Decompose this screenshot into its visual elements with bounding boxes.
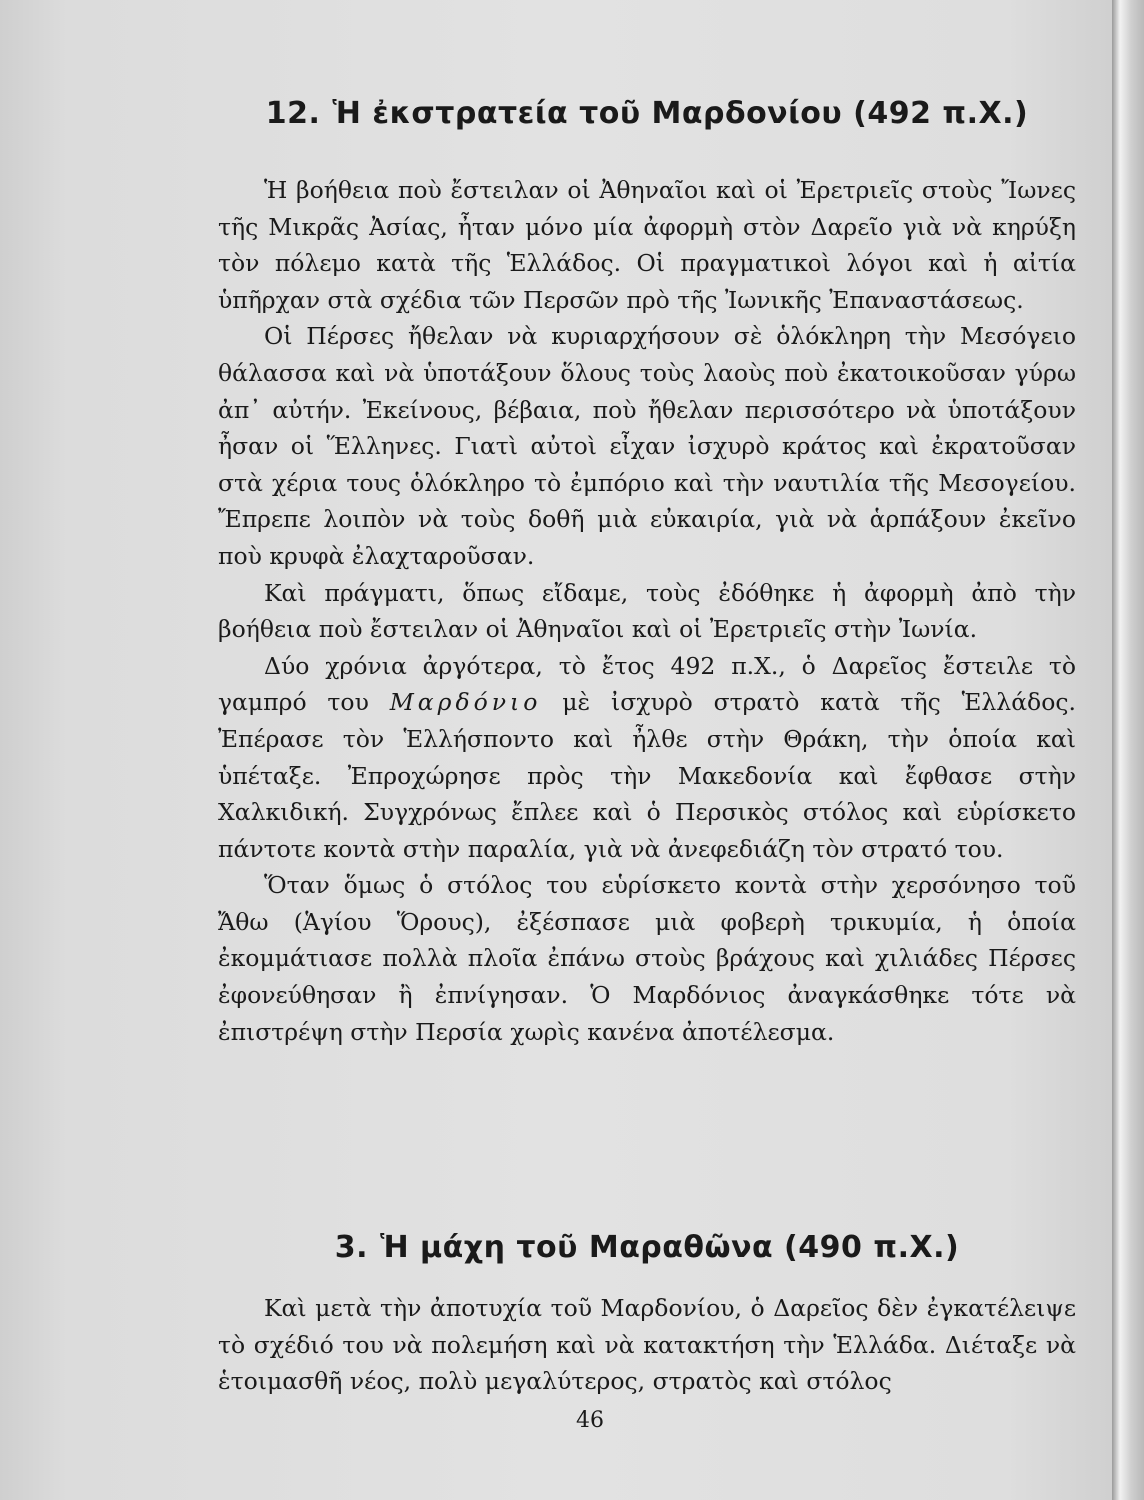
paragraph-pretext: Καὶ πράγματι, ὅπως εἴδαμε, τοὺς ἐδόθηκε ἡ ἀφορμὴ ἀπὸ τὴν βοήθεια ποὺ ἔστειλαν οἱ Ἀθηναῖοι καὶ οἱ Ἐρετριεῖς στὴν Ἰωνία. [218, 578, 1076, 644]
section-3-body [218, 1290, 1076, 1400]
section-12-heading [218, 96, 1076, 131]
paragraph-persian-ambitions: Οἱ Πέρσες ἤθελαν νὰ κυριαρχήσουν σὲ ὁλόκληρη τὴν Μεσόγειο θάλασσα καὶ νὰ ὑποτάξουν ὅλους τοὺς λαοὺς ποὺ ἐκατοικοῦσαν γύρω ἀπ᾽ αὐτήν. Ἐκείνους, βέβαια, ποὺ ἤθελαν περισσότερο νὰ ὑποτάξουν ἦσαν οἱ Ἕλληνες. Γιατὶ αὐτοὶ εἶχαν ἰσχυρὸ κράτος καὶ ἐκρατοῦσαν στὰ χέρια τους ὁλόκληρο τὸ ἐμπόριο καὶ τὴν ναυτιλία τῆς Μεσογείου. Ἔπρεπε λοιπὸν νὰ τοὺς δοθῆ μιὰ εὐκαιρία, γιὰ νὰ ἁρπάξουν ἐκεῖνο ποὺ κρυφὰ ἐλαχταροῦσαν. [218, 322, 1076, 570]
section-12-title: Ἡ ἐκστρατεία τοῦ Μαρδονίου (492 π.Χ.) [332, 96, 1029, 131]
mardonius-campaign-text-start: Δύο χρόνια ἀργότερα, τὸ ἔτος 492 π.Χ., ὁ Δαρεῖος ἔστειλε τὸ γαμπρό του [218, 651, 1076, 717]
mardonius-campaign-text-end: μὲ ἰσχυρὸ στρατὸ κατὰ τῆς Ἑλλάδος. Ἐπέρασε τὸν Ἑλλήσποντο καὶ ἦλθε στὴν Θράκη, τὴν ὁποία καὶ ὑπέταξε. Ἐπροχώρησε πρὸς τὴν Μακεδονία καὶ ἔφθασε στὴν Χαλκιδική. Συγχρόνως ἔπλεε καὶ ὁ Περσικὸς στόλος καὶ εὑρίσκετο πάντοτε κοντὰ στὴν παραλία, γιὰ νὰ ἀνεφεδιάζη τὸν στρατό του. [218, 688, 1076, 863]
mardonius-name: Μαρδόνιο [389, 688, 542, 717]
section-3-title: Ἡ μάχη τοῦ Μαραθῶνα (490 π.Χ.) [380, 1230, 960, 1265]
paragraph-marathon-intro: Καὶ μετὰ τὴν ἀποτυχία τοῦ Μαρδονίου, ὁ Δαρεῖος δὲν ἐγκατέλειψε τὸ σχέδιό του νὰ πολεμήση καὶ νὰ κατακτήση τὴν Ἑλλάδα. Διέταξε νὰ ἑτοιμασθῆ νέος, πολὺ μεγαλύτερος, στρατὸς καὶ στόλος [218, 1294, 1076, 1396]
section-3-number: 3. [334, 1230, 369, 1265]
book-spine-edge [1112, 0, 1144, 1500]
section-12-number: 12. [265, 96, 321, 131]
section-3-heading [218, 1230, 1076, 1265]
paragraph-storm-athos: Ὅταν ὅμως ὁ στόλος του εὑρίσκετο κοντὰ στὴν χερσόνησο τοῦ Ἄθω (Ἁγίου Ὅρους), ἐξέσπασε μιὰ φοβερὴ τρικυμία, ἡ ὁποία ἐκομμάτιασε πολλὰ πλοῖα ἐπάνω στοὺς βράχους καὶ χιλιάδες Πέρσες ἐφονεύθησαν ἢ ἐπνίγησαν. Ὁ Μαρδόνιος ἀναγκάσθηκε τότε νὰ ἐπιστρέψη στὴν Περσία χωρὶς κανένα ἀποτέλεσμα. [218, 871, 1076, 1046]
paragraph-aid-to-ionians: Ἡ βοήθεια ποὺ ἔστειλαν οἱ Ἀθηναῖοι καὶ οἱ Ἐρετριεῖς στοὺς Ἴωνες τῆς Μικρᾶς Ἀσίας, ἦταν μόνο μία ἀφορμὴ στὸν Δαρεῖο γιὰ νὰ κηρύξη τὸν πόλεμο κατὰ τῆς Ἑλλάδος. Οἱ πραγματικοὶ λόγοι καὶ ἡ αἰτία ὑπῆρχαν στὰ σχέδια τῶν Περσῶν πρὸ τῆς Ἰωνικῆς Ἐπαναστάσεως. [218, 176, 1076, 314]
paragraph-mardonius-campaign [218, 648, 1076, 868]
section-12-body [218, 172, 1076, 1050]
page-number: 46 [576, 1408, 604, 1433]
